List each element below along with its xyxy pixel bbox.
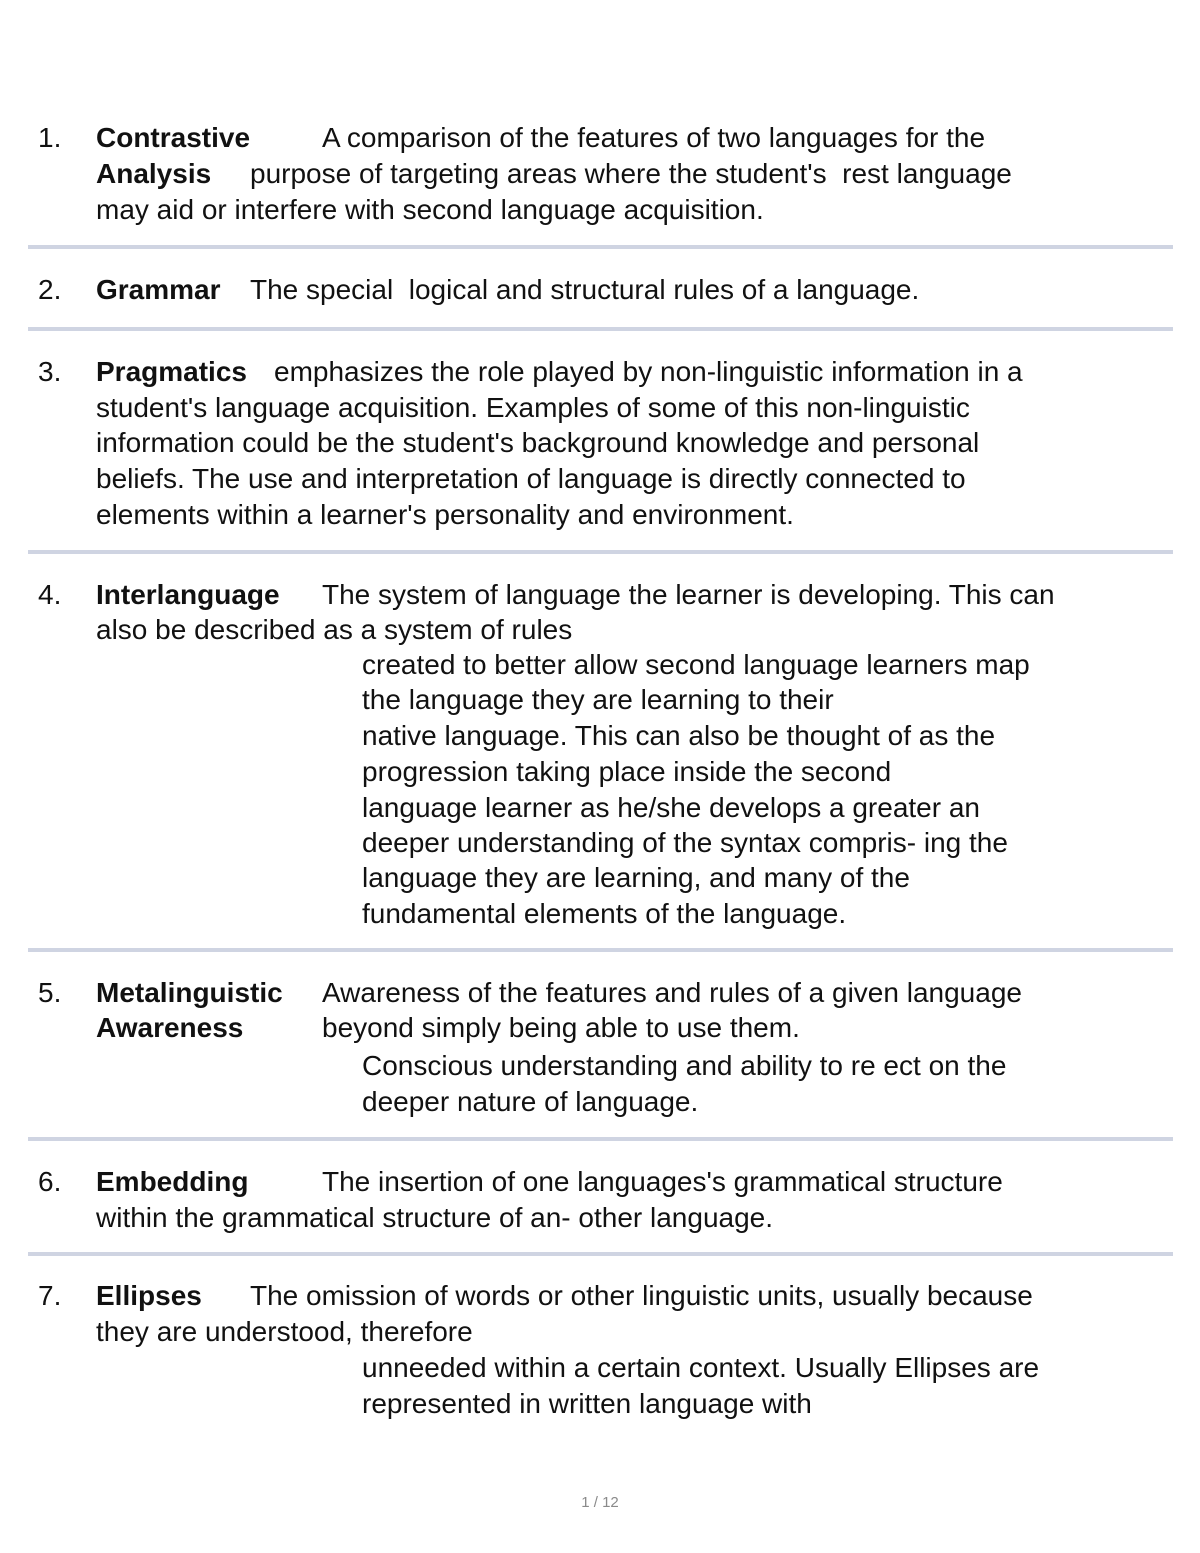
entry-number: 3. xyxy=(38,356,62,387)
entry-term: Ellipses xyxy=(96,1280,202,1311)
divider xyxy=(28,1137,1173,1141)
entry-definition: fundamental elements of the language. xyxy=(362,898,847,929)
entry-number: 2. xyxy=(38,274,62,305)
entry-definition: beyond simply being able to use them. xyxy=(322,1012,800,1043)
entry-definition: unneeded within a certain context. Usually Ellipses are xyxy=(362,1352,1040,1383)
entry-definition: Conscious understanding and ability to re ect on the xyxy=(362,1050,1007,1081)
entry-number: 5. xyxy=(38,977,62,1008)
entry-number: 1. xyxy=(38,122,62,153)
entry-definition: information could be the student's background knowledge and personal xyxy=(96,427,980,458)
entry-definition: The system of language the learner is developing. This can xyxy=(322,579,1055,610)
entry-definition: language learner as he/she develops a greater an xyxy=(362,792,980,823)
entry-definition: A comparison of the features of two languages for the xyxy=(322,122,986,153)
divider xyxy=(28,327,1173,331)
entry-definition: purpose of targeting areas where the student's rest language xyxy=(250,158,1012,189)
page-indicator: 1 / 12 xyxy=(581,1494,619,1511)
entry-definition: represented in written language with xyxy=(362,1388,812,1419)
entry-definition: the language they are learning to their xyxy=(362,684,834,715)
entry-number: 6. xyxy=(38,1166,62,1197)
entry-definition: elements within a learner's personality and environment. xyxy=(96,499,794,530)
entry-definition: deeper understanding of the syntax compris- ing the xyxy=(362,827,1008,858)
divider xyxy=(28,245,1173,249)
entry-definition: progression taking place inside the second xyxy=(362,756,892,787)
entry-definition: The special logical and structural rules of a language. xyxy=(250,274,920,305)
entry-definition: also be described as a system of rules xyxy=(96,614,573,645)
entry-term: Embedding xyxy=(96,1166,249,1197)
entry-term: Interlanguage xyxy=(96,579,280,610)
entry-definition: The omission of words or other linguistic units, usually because xyxy=(250,1280,1033,1311)
entry-term: Metalinguistic xyxy=(96,977,283,1008)
entry-definition: emphasizes the role played by non-linguistic information in a xyxy=(274,356,1023,387)
entry-definition: may aid or interfere with second language acquisition. xyxy=(96,194,764,225)
entry-definition: beliefs. The use and interpretation of language is directly connected to xyxy=(96,463,966,494)
entry-definition: student's language acquisition. Examples of some of this non-linguistic xyxy=(96,392,970,423)
entry-term: Grammar xyxy=(96,274,221,305)
entry-term: Contrastive xyxy=(96,122,251,153)
divider xyxy=(28,550,1173,554)
entry-term: Awareness xyxy=(96,1012,244,1043)
entry-number: 7. xyxy=(38,1280,62,1311)
entry-definition: language they are learning, and many of the xyxy=(362,862,910,893)
entry-term: Pragmatics xyxy=(96,356,247,387)
entry-definition: created to better allow second language learners map xyxy=(362,649,1030,680)
entry-definition: Awareness of the features and rules of a given language xyxy=(322,977,1022,1008)
divider xyxy=(28,1252,1173,1256)
entry-definition: The insertion of one languages's grammatical structure xyxy=(322,1166,1003,1197)
entry-definition: within the grammatical structure of an- other language. xyxy=(96,1202,774,1233)
entry-term: Analysis xyxy=(96,158,212,189)
entry-definition: deeper nature of language. xyxy=(362,1086,699,1117)
divider xyxy=(28,948,1173,952)
entry-definition: they are understood, therefore xyxy=(96,1316,473,1347)
entry-number: 4. xyxy=(38,579,62,610)
entry-definition: native language. This can also be thought of as the xyxy=(362,720,996,751)
